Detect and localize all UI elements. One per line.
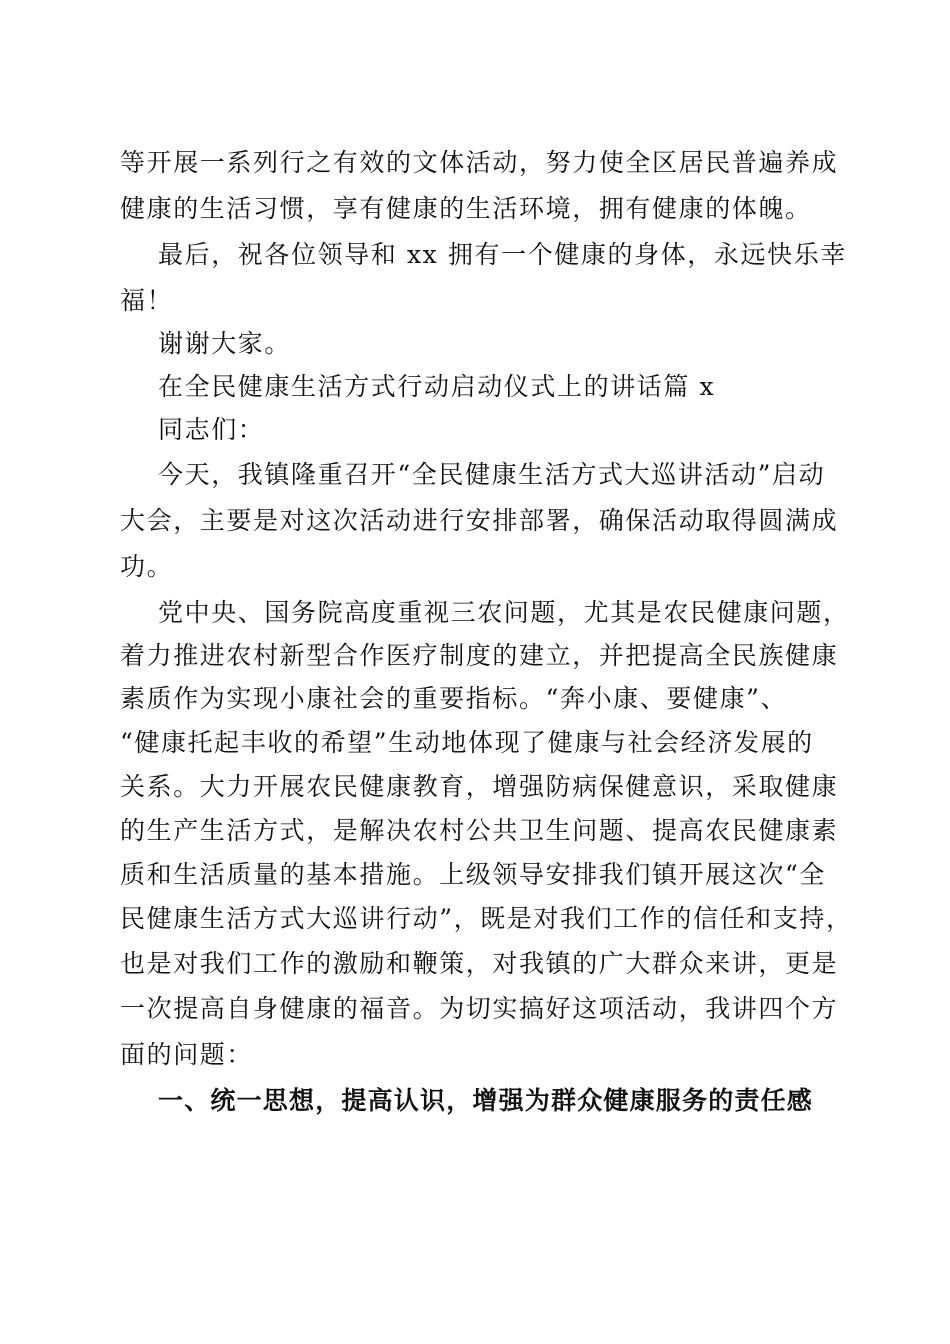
paragraph-line: 大会，主要是对这次活动进行安排部署，确保活动取得圆满成	[120, 506, 839, 535]
paragraph-line: 最后，祝各位领导和 xx 拥有一个健康的身体，永远快乐幸	[158, 240, 847, 269]
speech-title: 在全民健康生活方式行动启动仪式上的讲话篇 x	[158, 372, 716, 401]
paragraph-line: 一次提高自身健康的福音。为切实搞好这项活动，我讲四个方	[120, 994, 839, 1023]
salutation: 同志们：	[158, 415, 265, 444]
paragraph-line: 党中央、国务院高度重视三农问题，尤其是农民健康问题，	[158, 598, 850, 627]
paragraph-line: 今天，我镇隆重召开“全民健康生活方式大巡讲活动”启动	[158, 460, 826, 489]
paragraph-line: 等开展一系列行之有效的文体活动，努力使全区居民普遍养成	[120, 148, 839, 177]
paragraph-line: 也是对我们工作的激励和鞭策，对我镇的广大群众来讲，更是	[120, 949, 839, 978]
paragraph-line: 健康的生活习惯，享有健康的生活环境，拥有健康的体魄。	[120, 194, 812, 223]
paragraph-line: 着力推进农村新型合作医疗制度的建立，并把提高全民族健康	[120, 641, 839, 670]
paragraph-line: 的生产生活方式，是解决农村公共卫生问题、提高农民健康素	[120, 816, 839, 845]
paragraph-line: 关系。大力开展农民健康教育，增强防病保健意识，采取健康	[120, 772, 839, 801]
paragraph-line: 民健康生活方式大巡讲行动”，既是对我们工作的信任和支持，	[120, 904, 853, 933]
paragraph-line: 福！	[120, 286, 174, 315]
paragraph-line: 质和生活质量的基本措施。上级领导安排我们镇开展这次“全	[120, 860, 826, 889]
paragraph-line: 面的问题：	[120, 1040, 254, 1069]
closing-thanks: 谢谢大家。	[158, 329, 292, 358]
section-heading: 一、统一思想，提高认识，增强为群众健康服务的责任感	[158, 1086, 814, 1115]
paragraph-line: 素质作为实现小康社会的重要指标。“奔小康、要健康”、	[120, 684, 788, 713]
paragraph-line: 功。	[120, 552, 174, 581]
paragraph-line: “健康托起丰收的希望”生动地体现了健康与社会经济发展的	[120, 728, 814, 757]
